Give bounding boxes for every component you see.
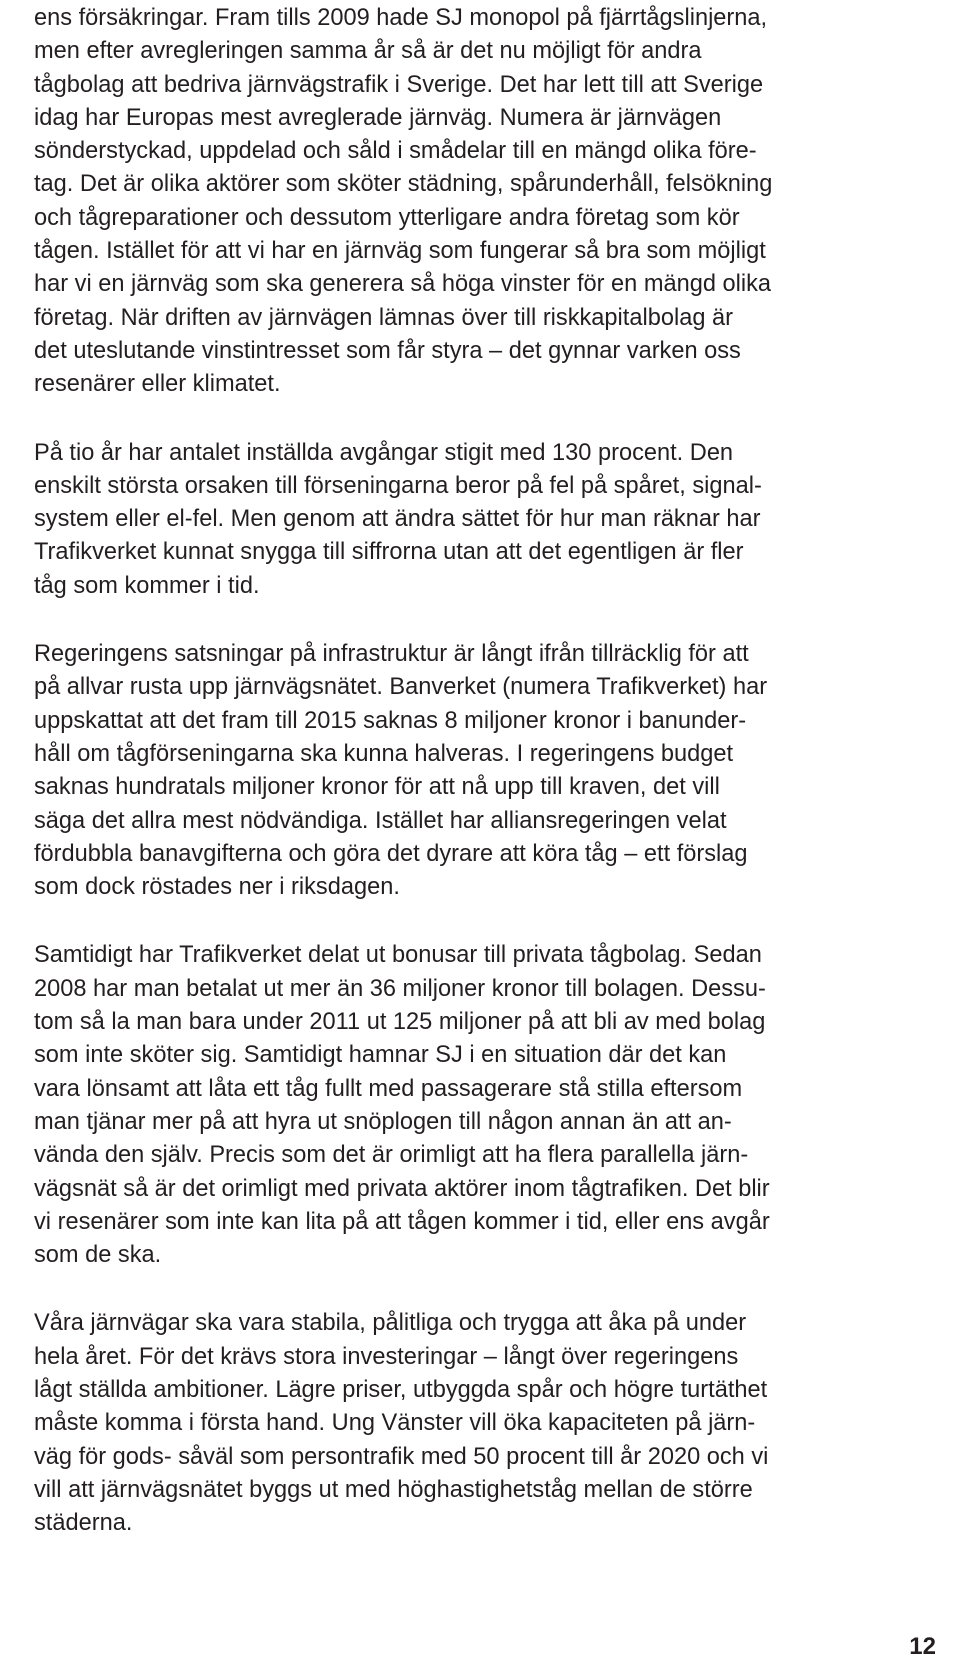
text-line: Regeringens satsningar på infrastruktur är långt ifrån tillräcklig för att [34,641,749,668]
paragraph-3 [34,638,934,904]
paragraph-2 [34,437,934,603]
paragraph-5 [34,1307,934,1540]
text-line: Trafikverket kunnat snygga till siffrorna utan att det egentligen är fler [34,539,744,566]
text-line: hela året. För det krävs stora investeringar – långt över regeringens [34,1343,739,1370]
text-line: som inte sköter sig. Samtidigt hamnar SJ i en situation där det kan [34,1042,727,1069]
text-line: Våra järnvägar ska vara stabila, pålitliga och trygga att åka på under [34,1310,747,1337]
text-line: väg för gods- såväl som persontrafik med 50 procent till år 2020 och vi [34,1443,769,1470]
paragraph-1 [34,2,934,402]
text-line: fördubbla banavgifterna och göra det dyrare att köra tåg – ett förslag [34,840,748,867]
text-line: vägsnät så är det orimligt med privata aktörer inom tågtrafiken. Det blir [34,1175,770,1202]
text-line: Samtidigt har Trafikverket delat ut bonusar till privata tågbolag. Sedan [34,942,762,969]
text-line: lågt ställda ambitioner. Lägre priser, utbyggda spår och högre turtäthet [34,1376,768,1403]
text-line: vill att järnvägsnätet byggs ut med höghastighetståg mellan de större [34,1476,753,1503]
page-number: 12 [909,1633,936,1660]
text-line: som dock röstades ner i riksdagen. [34,874,400,901]
text-line: tom så la man bara under 2011 ut 125 miljoner på att bli av med bolag [34,1009,766,1036]
text-line: tåg som kommer i tid. [34,572,260,599]
text-line: tågbolag att bedriva järnvägstrafik i Sverige. Det har lett till att Sverige [34,71,764,98]
text-line: vända den själv. Precis som det är orimligt att ha flera parallella järn- [34,1142,749,1169]
text-line: men efter avregleringen samma år så är det nu möjligt för andra [34,38,702,65]
paragraph-4 [34,939,934,1272]
text-line: säga det allra mest nödvändiga. Istället har alliansregeringen velat [34,807,727,834]
text-line: det uteslutande vinstintresset som får styra – det gynnar varken oss [34,337,741,364]
text-line: tag. Det är olika aktörer som sköter städning, spårunderhåll, felsökning [34,171,773,198]
text-line: som de ska. [34,1242,162,1269]
text-line: vi resenärer som inte kan lita på att tågen kommer i tid, eller ens avgår [34,1208,770,1235]
document-body [34,0,934,1575]
text-line: håll om tågförseningarna ska kunna halveras. I regeringens budget [34,740,734,767]
text-line: ens försäkringar. Fram tills 2009 hade SJ monopol på fjärrtågslinjerna, [34,5,768,31]
text-line: tågen. Istället för att vi har en järnväg som fungerar så bra som möjligt [34,238,766,265]
text-line: saknas hundratals miljoner kronor för att nå upp till kraven, det vill [34,774,720,801]
text-line: enskilt största orsaken till förseningarna beror på fel på spåret, signal- [34,472,762,499]
text-line: vara lönsamt att låta ett tåg fullt med passagerare stå stilla eftersom [34,1075,743,1102]
text-line: måste komma i första hand. Ung Vänster vill öka kapaciteten på järn- [34,1410,756,1437]
text-line: man tjänar mer på att hyra ut snöplogen till någon annan än att an- [34,1108,732,1135]
text-line: resenärer eller klimatet. [34,371,281,398]
text-line: system eller el-fel. Men genom att ändra sättet för hur man räknar har [34,506,761,533]
text-line: har vi en järnväg som ska generera så höga vinster för en mängd olika [34,271,772,298]
text-line: idag har Europas mest avreglerade järnväg. Numera är järnvägen [34,104,722,131]
text-line: städerna. [34,1510,133,1537]
text-line: 2008 har man betalat ut mer än 36 miljoner kronor till bolagen. Dessu- [34,975,766,1002]
text-line: företag. När driften av järnvägen lämnas över till riskkapitalbolag är [34,304,733,331]
text-line: på allvar rusta upp järnvägsnätet. Banverket (numera Trafikverket) har [34,674,768,701]
text-line: och tågreparationer och dessutom ytterligare andra företag som kör [34,204,740,231]
text-line: sönderstyckad, uppdelad och såld i smådelar till en mängd olika före- [34,138,757,165]
text-line: På tio år har antalet inställda avgångar stigit med 130 procent. Den [34,439,734,466]
text-line: uppskattat att det fram till 2015 saknas 8 miljoner kronor i banunder- [34,707,747,734]
